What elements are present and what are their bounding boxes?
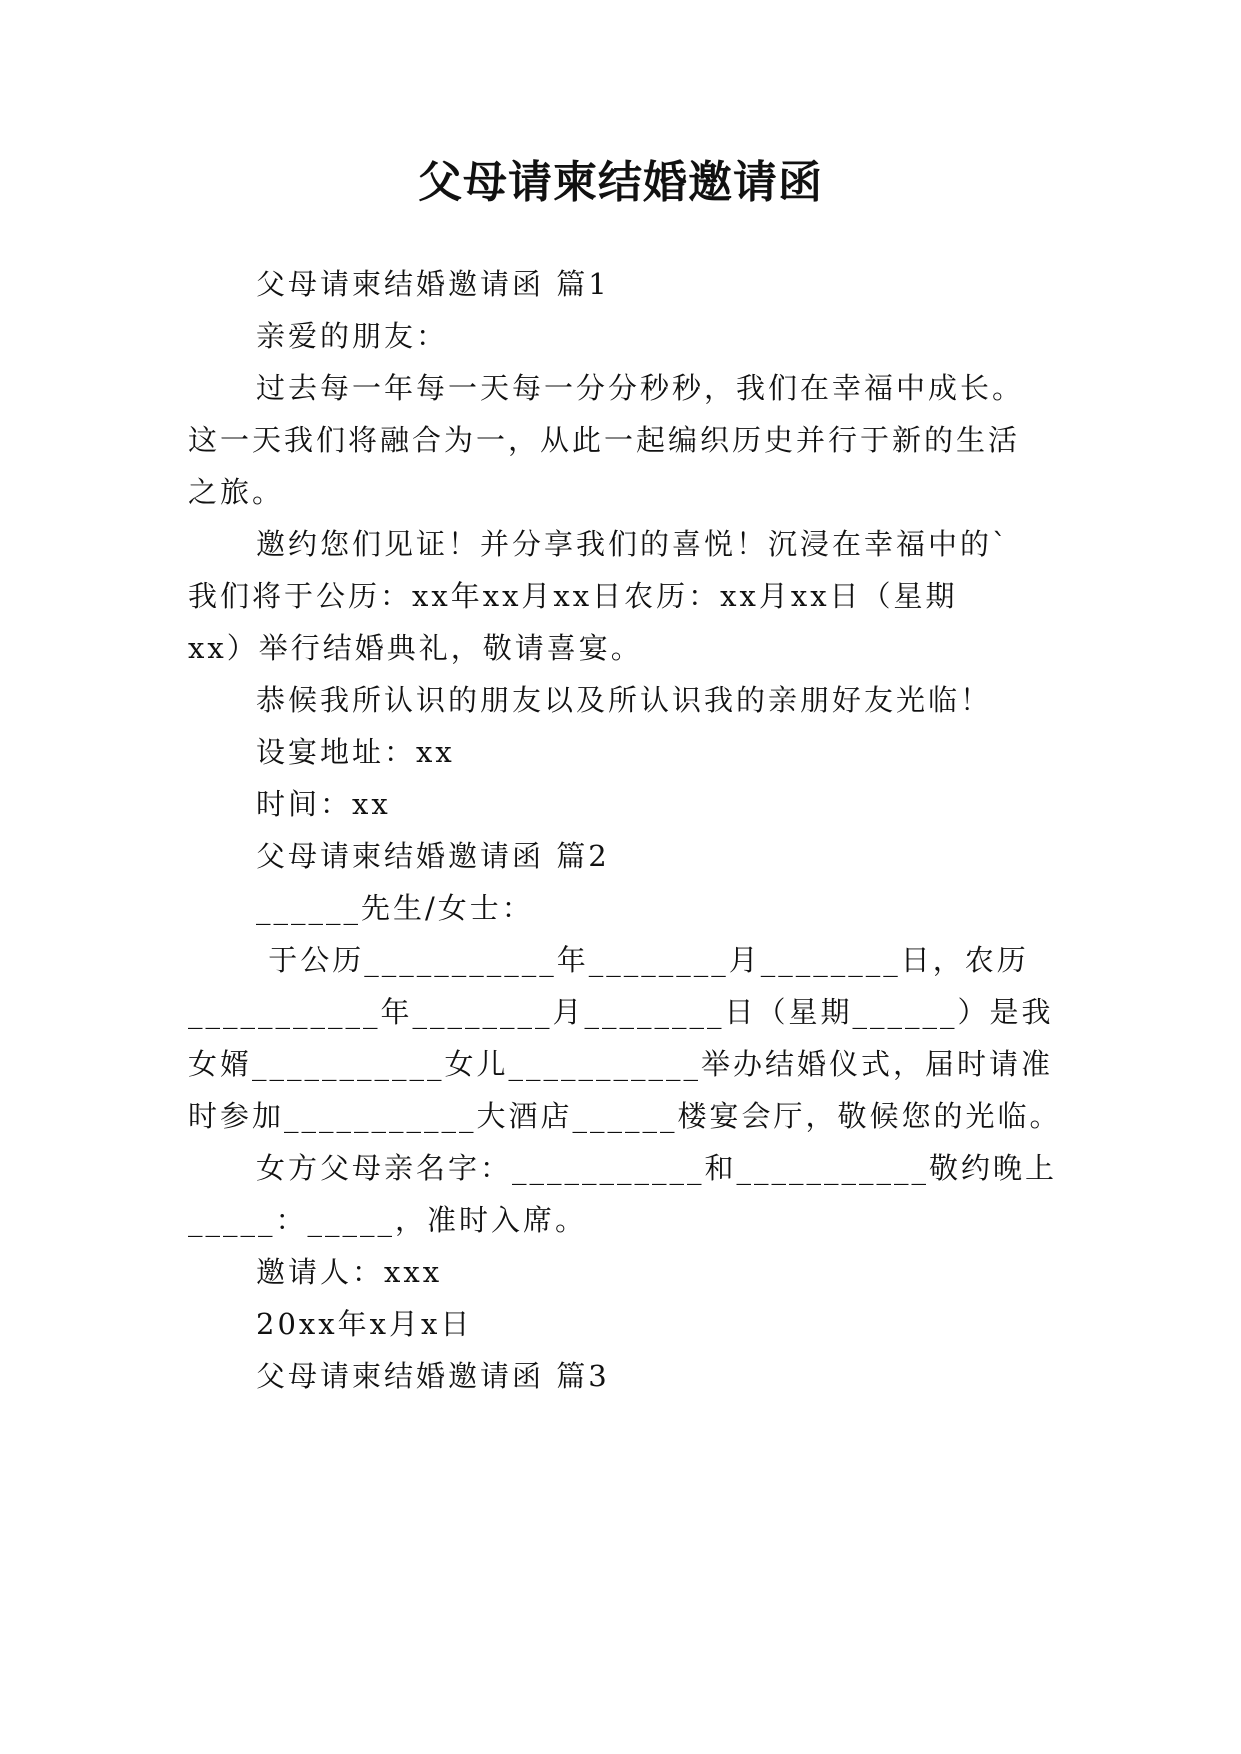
paragraph-line: 邀约您们见证！并分享我们的喜悦！沉浸在幸福中的` xyxy=(256,527,1010,561)
paragraph-line: xx）举行结婚典礼，敬请喜宴。 xyxy=(188,631,643,665)
inviter-line: 邀请人：xxx xyxy=(256,1255,443,1289)
venue-line: 设宴地址：xx xyxy=(256,735,455,769)
section-heading-2: 父母请柬结婚邀请函 篇2 xyxy=(256,839,610,873)
paragraph-line: 恭候我所认识的朋友以及所认识我的亲朋好友光临！ xyxy=(256,683,993,717)
salutation: 亲爱的朋友： xyxy=(256,319,449,353)
paragraph-line: 过去每一年每一天每一分分秒秒，我们在幸福中成长。 xyxy=(256,371,1025,405)
salutation: ______先生/女士： xyxy=(256,891,534,925)
section-heading-1: 父母请柬结婚邀请函 篇1 xyxy=(256,267,610,301)
paragraph-line: 女婿___________女儿___________举办结婚仪式，届时请准 xyxy=(188,1047,1054,1081)
paragraph-line: 女方父母亲名字：___________和___________敬约晚上 xyxy=(256,1151,1058,1185)
paragraph-line: _____：_____，准时入席。 xyxy=(188,1203,588,1237)
section-heading-3: 父母请柬结婚邀请函 篇3 xyxy=(256,1359,610,1393)
paragraph-line: 于公历___________年________月________日，农历 xyxy=(256,943,1029,977)
paragraph-line: 时参加___________大酒店______楼宴会厅，敬候您的光临。 xyxy=(188,1099,1062,1133)
date-line: 20xx年x月x日 xyxy=(256,1307,473,1341)
paragraph-line: ___________年________月________日（星期______）是我 xyxy=(188,995,1054,1029)
document-title: 父母请柬结婚邀请函 xyxy=(418,157,823,208)
time-line: 时间：xx xyxy=(256,787,391,821)
paragraph-line: 我们将于公历：xx年xx月xx日农历：xx月xx日（星期 xyxy=(188,579,958,613)
paragraph-line: 这一天我们将融合为一，从此一起编织历史并行于新的生活 xyxy=(188,423,1021,457)
paragraph-line: 之旅。 xyxy=(188,475,285,509)
